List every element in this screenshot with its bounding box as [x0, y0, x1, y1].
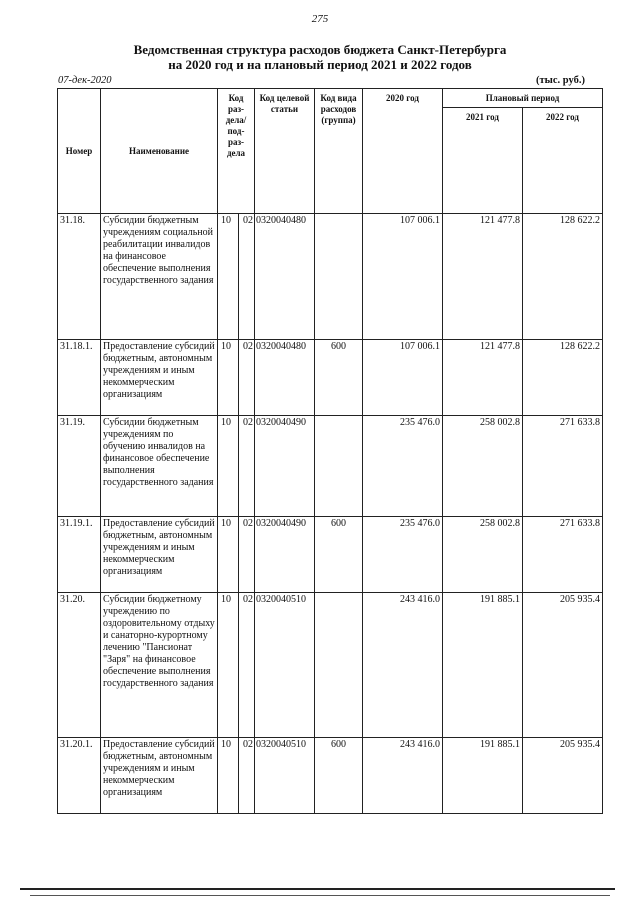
row-value-2022: 128 622.2 [523, 214, 603, 340]
row-value-2022: 128 622.2 [523, 340, 603, 416]
row-value-2021: 121 477.8 [443, 340, 523, 416]
table-row [58, 738, 603, 814]
header-number: Номер [58, 89, 101, 214]
title-line-1: Ведомственная структура расходов бюджета Санкт-Петербурга [133, 42, 507, 57]
row-article: 0320040480 [255, 340, 315, 416]
header-2020: 2020 год [363, 89, 443, 214]
row-name: Предоставление субсидий бюджетным, автономным учреждениям и иным некоммерческим организациям [101, 517, 218, 593]
row-value-2022: 205 935.4 [523, 593, 603, 738]
row-section: 10 [218, 214, 239, 340]
row-section: 10 [218, 517, 239, 593]
row-kind [315, 214, 363, 340]
row-value-2021: 121 477.8 [443, 214, 523, 340]
budget-table [57, 88, 603, 814]
document-title [0, 42, 640, 72]
row-article: 0320040490 [255, 416, 315, 517]
header-kind: Код вида расходов (группа) [315, 89, 363, 214]
row-value-2022: 205 935.4 [523, 738, 603, 814]
row-value-2020: 107 006.1 [363, 214, 443, 340]
row-section: 10 [218, 340, 239, 416]
header-plan-period: Плановый период [443, 89, 603, 108]
row-value-2020: 107 006.1 [363, 340, 443, 416]
row-article: 0320040510 [255, 738, 315, 814]
row-number: 31.19. [58, 416, 101, 517]
row-subsection: 02 [239, 738, 255, 814]
row-article: 0320040490 [255, 517, 315, 593]
row-kind [315, 416, 363, 517]
row-kind: 600 [315, 340, 363, 416]
row-kind: 600 [315, 517, 363, 593]
units-label: (тыс. руб.) [536, 75, 585, 86]
row-subsection: 02 [239, 340, 255, 416]
row-subsection: 02 [239, 214, 255, 340]
header-name: Наименование [101, 89, 218, 214]
table-row [58, 416, 603, 517]
document-date: 07-дек-2020 [58, 75, 112, 86]
table-row [58, 593, 603, 738]
row-value-2021: 191 885.1 [443, 593, 523, 738]
table-body [58, 214, 603, 814]
row-subsection: 02 [239, 517, 255, 593]
row-value-2022: 271 633.8 [523, 416, 603, 517]
row-value-2020: 235 476.0 [363, 416, 443, 517]
header-2022: 2022 год [523, 108, 603, 214]
row-name: Субсидии бюджетному учреждению по оздоровительному отдыху и санаторно-курортному лечению "Пансионат "Заря" на финансовое обеспечение выполнения государственного задания [101, 593, 218, 738]
row-article: 0320040510 [255, 593, 315, 738]
row-section: 10 [218, 738, 239, 814]
row-name: Субсидии бюджетным учреждениям социальной реабилитации инвалидов на финансовое обеспечение выполнения государственного задания [101, 214, 218, 340]
row-name: Предоставление субсидий бюджетным, автономным учреждениям и иным некоммерческим организациям [101, 340, 218, 416]
row-kind [315, 593, 363, 738]
row-section: 10 [218, 416, 239, 517]
row-section: 10 [218, 593, 239, 738]
row-number: 31.18. [58, 214, 101, 340]
row-value-2021: 258 002.8 [443, 416, 523, 517]
page-number: 275 [311, 13, 329, 25]
table-row [58, 340, 603, 416]
row-value-2022: 271 633.8 [523, 517, 603, 593]
title-line-2: на 2020 год и на плановый период 2021 и 2022 годов [168, 57, 472, 72]
row-value-2020: 243 416.0 [363, 593, 443, 738]
row-number: 31.20.1. [58, 738, 101, 814]
row-value-2021: 258 002.8 [443, 517, 523, 593]
footer-rule-secondary [30, 895, 610, 896]
table-row [58, 214, 603, 340]
header-article: Код целевой статьи [255, 89, 315, 214]
row-name: Субсидии бюджетным учреждениям по обучению инвалидов на финансовое обеспечение выполнения государственного задания [101, 416, 218, 517]
row-kind: 600 [315, 738, 363, 814]
table-row [58, 517, 603, 593]
header-section: Код раз-дела/под-раз-дела [218, 89, 255, 214]
row-value-2020: 235 476.0 [363, 517, 443, 593]
row-value-2020: 243 416.0 [363, 738, 443, 814]
row-number: 31.20. [58, 593, 101, 738]
row-number: 31.18.1. [58, 340, 101, 416]
row-number: 31.19.1. [58, 517, 101, 593]
row-subsection: 02 [239, 593, 255, 738]
footer-rule [20, 888, 615, 890]
row-value-2021: 191 885.1 [443, 738, 523, 814]
row-article: 0320040480 [255, 214, 315, 340]
row-name: Предоставление субсидий бюджетным, автономным учреждениям и иным некоммерческим организациям [101, 738, 218, 814]
header-2021: 2021 год [443, 108, 523, 214]
row-subsection: 02 [239, 416, 255, 517]
